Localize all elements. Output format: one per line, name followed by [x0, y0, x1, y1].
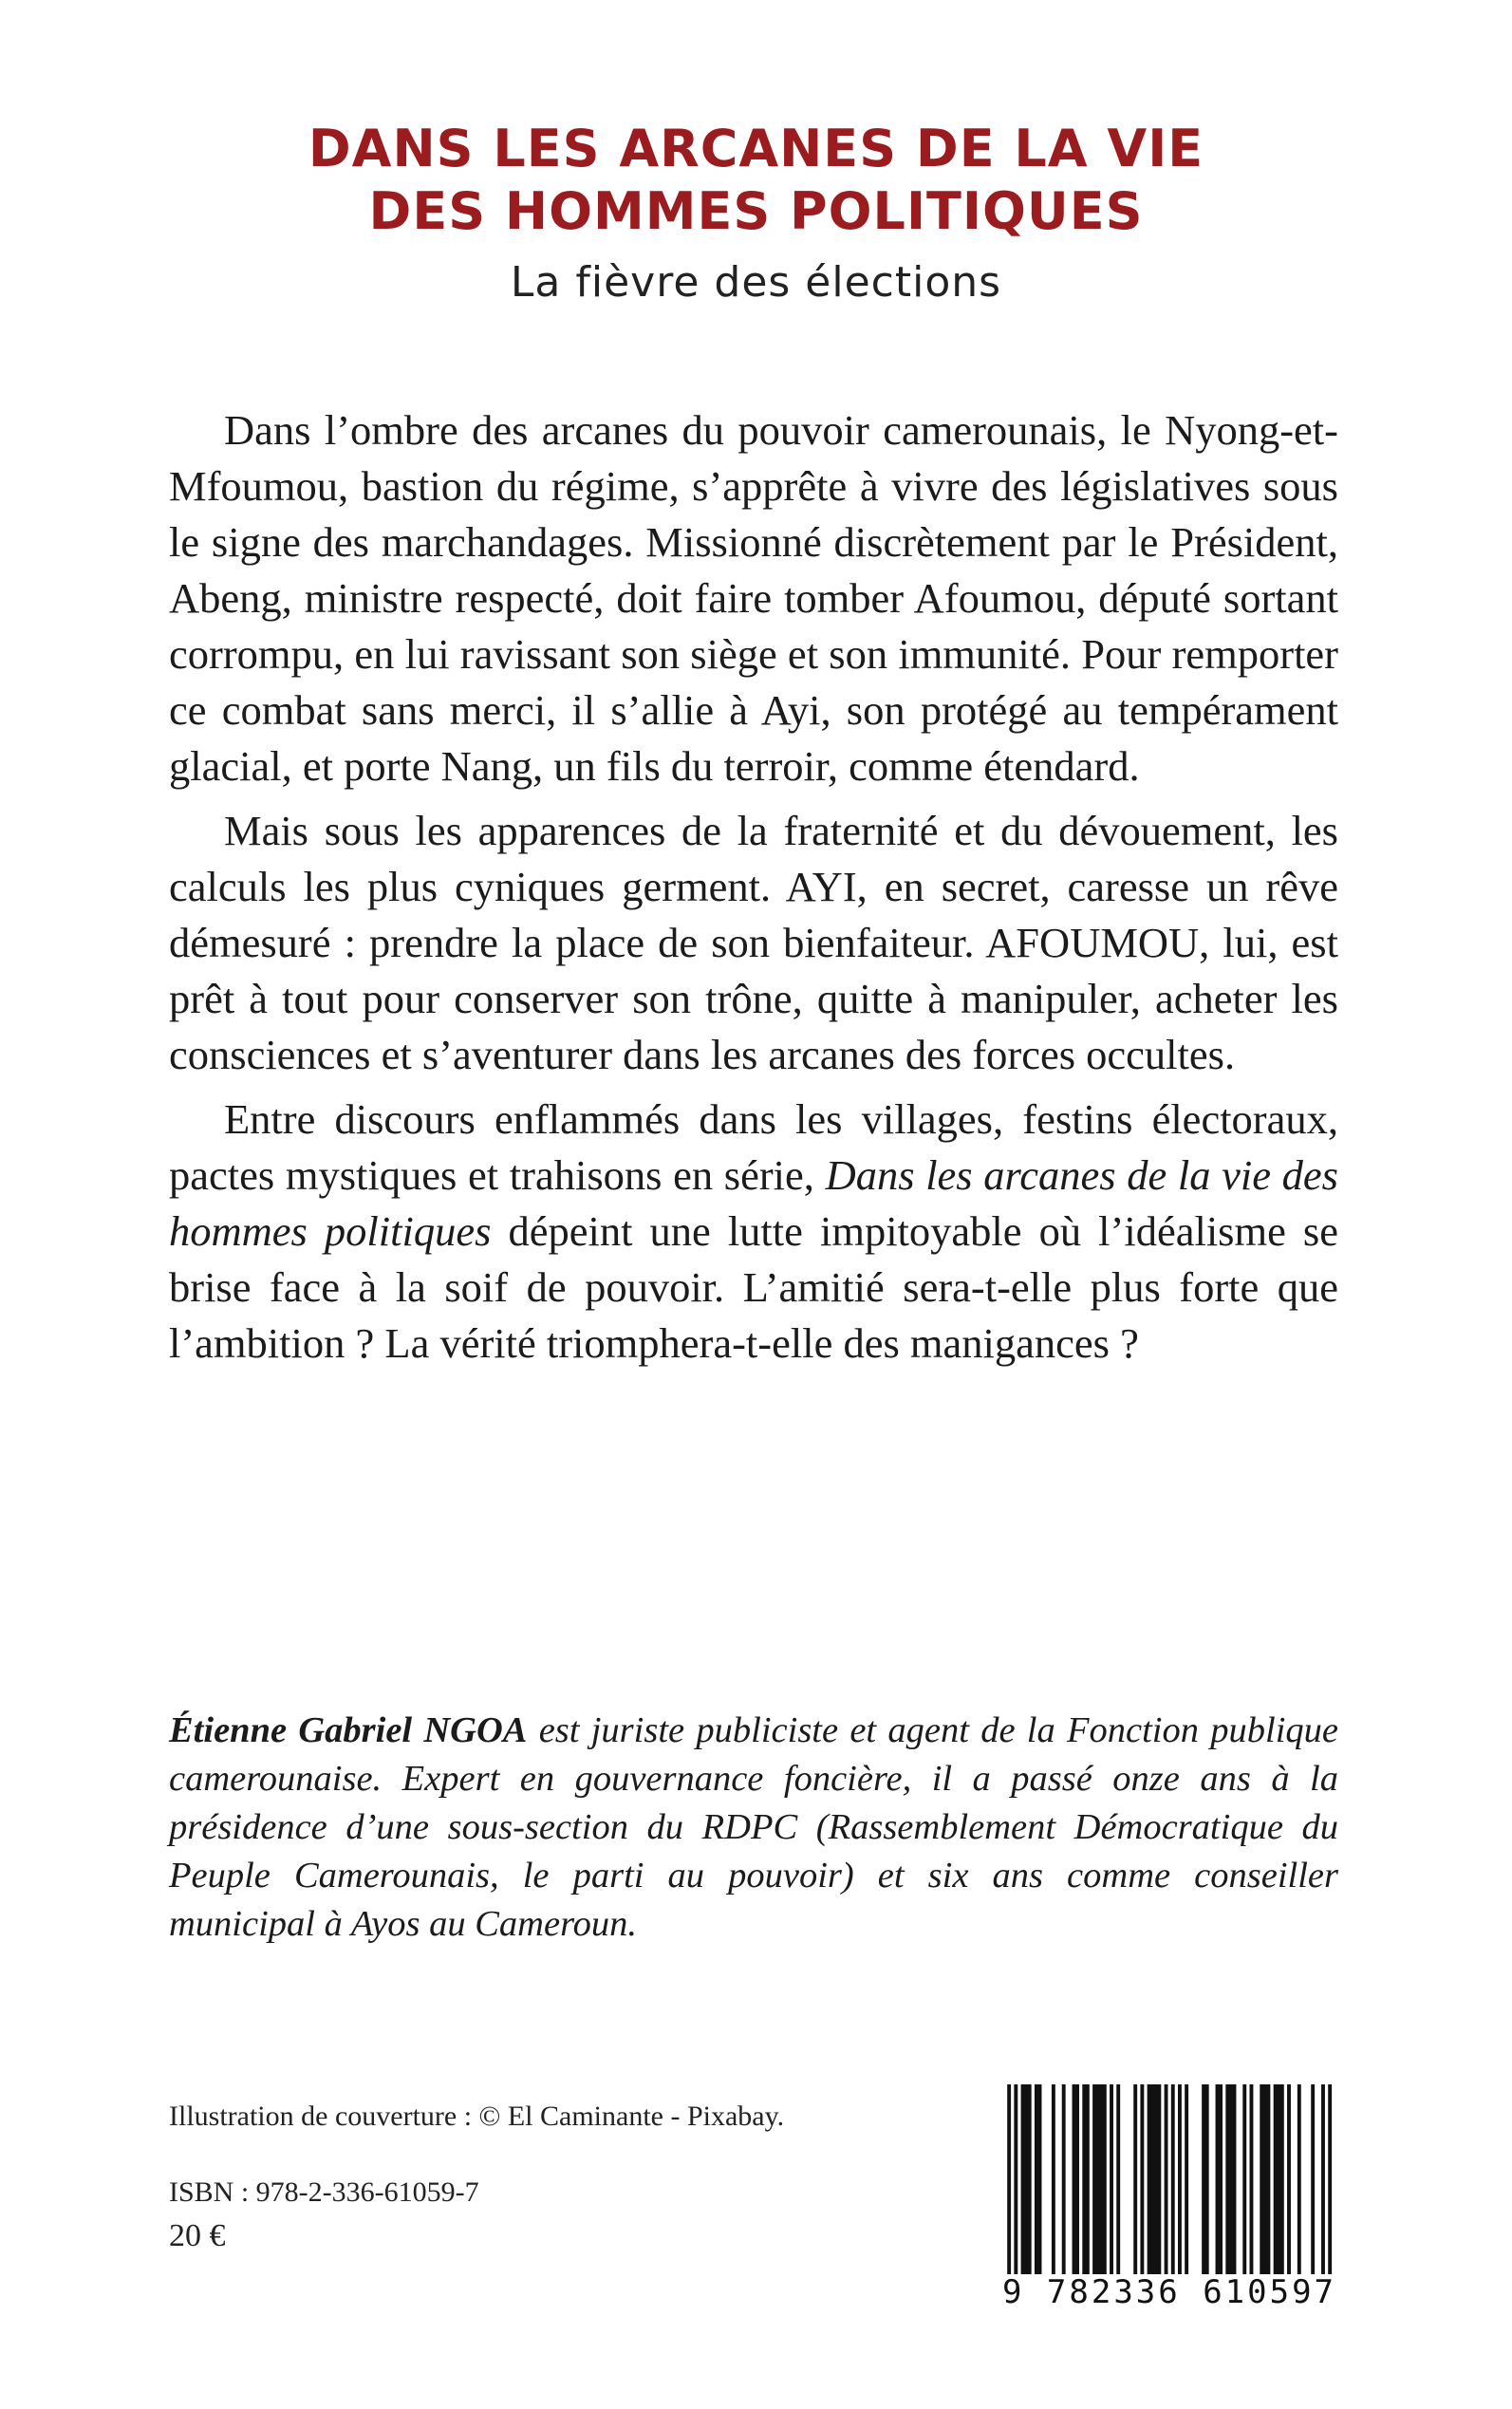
barcode-bar [1225, 2084, 1229, 2274]
barcode-bar [1096, 2084, 1100, 2274]
barcode-bar [1216, 2084, 1220, 2274]
subtitle: La fièvre des élections [510, 258, 1002, 307]
barcode-bar [1103, 2084, 1107, 2274]
barcode-bar [1321, 2084, 1325, 2305]
blurb [169, 402, 1338, 1380]
barcode-bar [1073, 2084, 1076, 2274]
barcode-bar [1274, 2084, 1278, 2274]
barcode-bar [1171, 2084, 1175, 2305]
book-title-inline: Dans les arcanes de la vie des hommes politiques [169, 1151, 1338, 1255]
blurb-paragraph-3-end: dépeint une lutte impitoyable où l’idéalisme se brise face à la soif de pouvoir. L’amitié sera-t-elle plus forte que l’ambition ? La vérité triomphera-t-elle des manigances ? [169, 1207, 1338, 1367]
isbn: ISBN : 978-2-336-61059-7 [169, 2176, 479, 2208]
barcode-bar [1086, 2084, 1090, 2274]
barcode-bar [1150, 2084, 1154, 2274]
barcode-bar [1082, 2084, 1086, 2274]
barcode-bar [1260, 2084, 1263, 2274]
barcode-bar [1140, 2084, 1144, 2274]
title-line-1: DANS LES ARCANES DE LA VIE [308, 119, 1204, 178]
barcode-bar [1110, 2084, 1113, 2274]
barcode-bar [1178, 2084, 1182, 2274]
barcode-bar [1075, 2084, 1079, 2274]
barcode-bar [1277, 2084, 1280, 2274]
barcode-bar [1062, 2084, 1066, 2274]
barcode-bar [1007, 2084, 1011, 2305]
blurb-paragraph-1: Dans l’ombre des arcanes du pouvoir camerounais, le Nyong-et-Mfoumou, bastion du régime, s’apprête à vivre des législatives sous le signe des marchandages. Missionné discrètement par le Président, Abeng, ministre respecté, doit faire tomber Afoumou, député sortant corrompu, en lui ravissant son siège et son immunité. Pour remporter ce combat sans merci, il s’allie à Ayi, son protégé au tempérament glacial, et porte Nang, un fils du terroir, comme étendard. [169, 406, 1338, 790]
barcode-bar [1242, 2084, 1246, 2274]
author-name: Étienne Gabriel NGOA [169, 1710, 528, 1750]
barcode-bar [1092, 2084, 1096, 2274]
author-bio-text: est juriste publiciste et agent de la Fonction publique camerounaise. Expert en gouvernance foncière, il a passé onze ans à la présidence d’une sous-section du RDPC (Rassemblement Démocratique du Peuple Camerounais, le parti au pouvoir) et six ans comme conseiller municipal à Ayos au Cameroun. [169, 1710, 1338, 1944]
barcode-bar [1052, 2084, 1055, 2274]
barcode-bar [1157, 2084, 1161, 2274]
barcode-bar [1229, 2084, 1233, 2274]
title-line-2: DES HOMMES POLITIQUES [368, 181, 1144, 241]
barcode-bar [1165, 2084, 1168, 2305]
barcode-bar [1035, 2084, 1038, 2274]
barcode-bar [1099, 2084, 1103, 2274]
blurb-paragraph-2: Mais sous les apparences de la fraternité et du dévouement, les calculs les plus cyniques germent. AYI, en secret, caresse un rêve démesuré : prendre la place de son bienfaiteur. AFOUMOU, lui, est prêt à tout pour conserver son trône, quitte à manipuler, acheter les consciences et s’aventurer dans les arcanes des forces occultes. [169, 807, 1338, 1078]
barcode-bar [1233, 2084, 1237, 2274]
barcode-bar [1297, 2084, 1301, 2274]
barcode-bar [1287, 2084, 1291, 2274]
barcode-bar [1014, 2084, 1017, 2305]
barcode-bar [1021, 2084, 1025, 2274]
barcode-bar [1202, 2084, 1205, 2274]
barcode-bar [1219, 2084, 1223, 2274]
barcode-bar [1263, 2084, 1267, 2274]
price: 20 € [169, 2218, 226, 2253]
author-bio [169, 1707, 1338, 1949]
barcode-bar [1148, 2084, 1151, 2274]
barcode-bar [1328, 2084, 1332, 2305]
barcode-bar [1024, 2084, 1028, 2274]
barcode-bar [1028, 2084, 1032, 2274]
barcode-bar [1154, 2084, 1158, 2274]
barcode-bar [1280, 2084, 1284, 2274]
barcode-bar [1038, 2084, 1042, 2274]
barcode-bar [1205, 2084, 1209, 2274]
barcode-digits: 9 782336 610597 [1001, 2273, 1337, 2311]
barcode-bar [1185, 2084, 1188, 2274]
barcode-bar [1133, 2084, 1137, 2274]
cover-credit: Illustration de couverture : © El Caminante - Pixabay. [169, 2101, 785, 2132]
barcode-bar [1250, 2084, 1254, 2274]
barcode-bar [1266, 2084, 1270, 2274]
barcode-bar [1116, 2084, 1120, 2274]
barcode-bar [1311, 2084, 1315, 2274]
blurb-paragraph-3 [169, 1092, 1338, 1372]
blurb-paragraph-3-start: Entre discours enflammés dans les villages, festins électoraux, pactes mystiques et trahisons en série, [169, 1095, 1338, 1199]
